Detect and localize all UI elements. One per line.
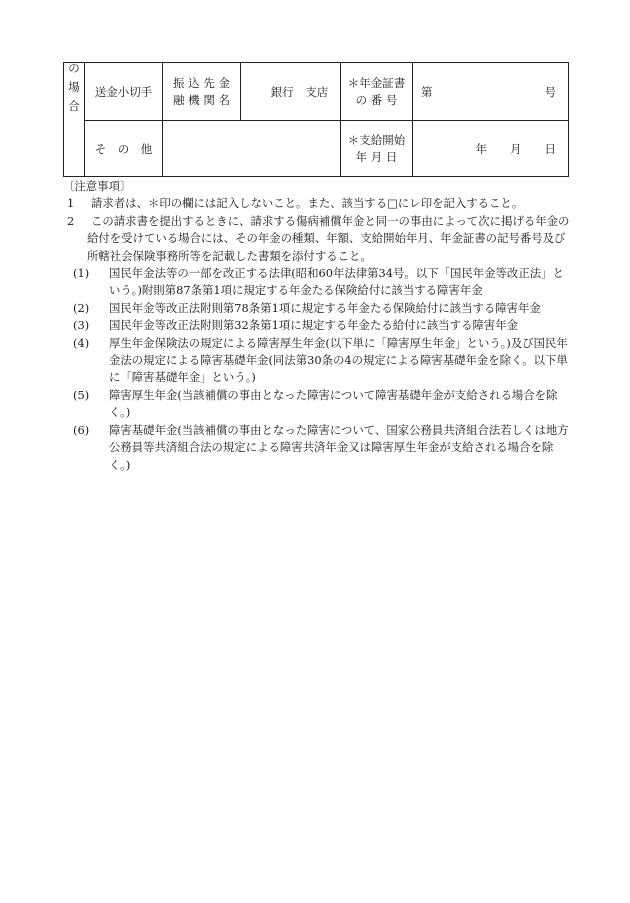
other-method-field[interactable]	[163, 121, 341, 177]
cert-label-line2: の 番 号	[355, 92, 398, 107]
cert-number-suffix: 号	[544, 84, 556, 99]
sub-text: 国民年金法等の一部を改正する法律(昭和60年法律第34号。以下「国民年金等改正法」という。)附則第87条第1項に規定する年金たる保険給付に該当する障害年金	[109, 266, 564, 298]
sub-text: 国民年金等改正法附則第32条第1項に規定する年金たる給付に該当する障害年金	[109, 318, 519, 333]
payment-method-table	[63, 62, 569, 177]
sub-number: (2)	[73, 300, 90, 315]
start-date-field[interactable]	[413, 121, 569, 177]
method-cell-other	[85, 121, 163, 177]
method-other-label: そ の 他	[94, 141, 153, 156]
note-sub-item	[63, 422, 573, 474]
note-sub-item	[63, 387, 573, 422]
note-number: 2	[67, 213, 75, 228]
note-sub-item	[63, 335, 573, 387]
cert-label-line1: ＊年金証書	[347, 75, 406, 90]
side-label-cell	[64, 63, 85, 177]
start-label-line2: 年 月 日	[355, 149, 398, 164]
bank-name-field[interactable]	[241, 63, 341, 121]
start-date-value: 年 月 日	[475, 141, 556, 156]
sub-text: 障害基礎年金(当該補償の事由となった障害について、国家公務員共済組合法若しくは地方公務員等共済組合法の規定による障害共済年金又は障害厚生年金が支給される場合を除く。)	[109, 422, 569, 472]
method-check-label: 送金小切手	[94, 84, 153, 99]
note-sub-item	[63, 265, 573, 300]
sub-number: (4)	[73, 335, 90, 350]
sub-number: (3)	[73, 318, 90, 333]
notes-header: 〔注意事項〕	[63, 179, 132, 193]
cert-label-cell	[341, 63, 413, 121]
sub-text: 国民年金等改正法附則第78条第1項に規定する年金たる保険給付に該当する障害年金	[109, 300, 541, 315]
note-text: この請求書を提出するときに、請求する傷病補償年金と同一の事由によって次に掲げる年金の給付を受けている場合には、その年金の種類、年額、支給開始年月、年金証書の記号番号及び所轄社会保険事務所等を記載した書類を添付すること。	[87, 213, 570, 263]
note-sub-item	[63, 300, 573, 317]
start-label-line1: ＊支給開始	[347, 132, 406, 147]
note-item-2	[63, 213, 573, 265]
bank-name-value: 銀行 支店	[270, 84, 329, 99]
note-item-1	[63, 195, 573, 212]
method-cell-check	[85, 63, 163, 121]
note-sub-item	[63, 317, 573, 334]
bank-label-cell	[163, 63, 241, 121]
note-text: 請求者は、＊印の欄には記入しないこと。また、該当する□にレ印を記入すること。	[91, 196, 524, 211]
side-label-char: 場	[68, 80, 80, 94]
bank-label-line1: 振 込 先 金	[173, 75, 230, 90]
start-label-cell	[341, 121, 413, 177]
sub-number: (6)	[73, 422, 90, 437]
sub-text: 厚生年金保険法の規定による障害厚生年金(以下単に「障害厚生年金」という。)及び国民年金法の規定による障害基礎年金(同法第30条の4の規定による障害基礎年金を除く。以下単に「障害基礎年金」という。)	[109, 335, 568, 385]
side-label-char: 合	[68, 99, 80, 113]
bank-label-line2: 融 機 関 名	[173, 92, 230, 107]
sub-number: (1)	[73, 266, 90, 281]
sub-number: (5)	[73, 387, 90, 402]
note-number: 1	[67, 196, 75, 211]
sub-text: 障害厚生年金(当該補償の事由となった障害について障害基礎年金が支給される場合を除く。)	[109, 387, 558, 420]
cert-number-prefix: 第	[421, 84, 433, 99]
cert-number-field[interactable]	[413, 63, 569, 121]
notes-section	[63, 178, 573, 474]
side-label-char: の	[68, 61, 80, 75]
